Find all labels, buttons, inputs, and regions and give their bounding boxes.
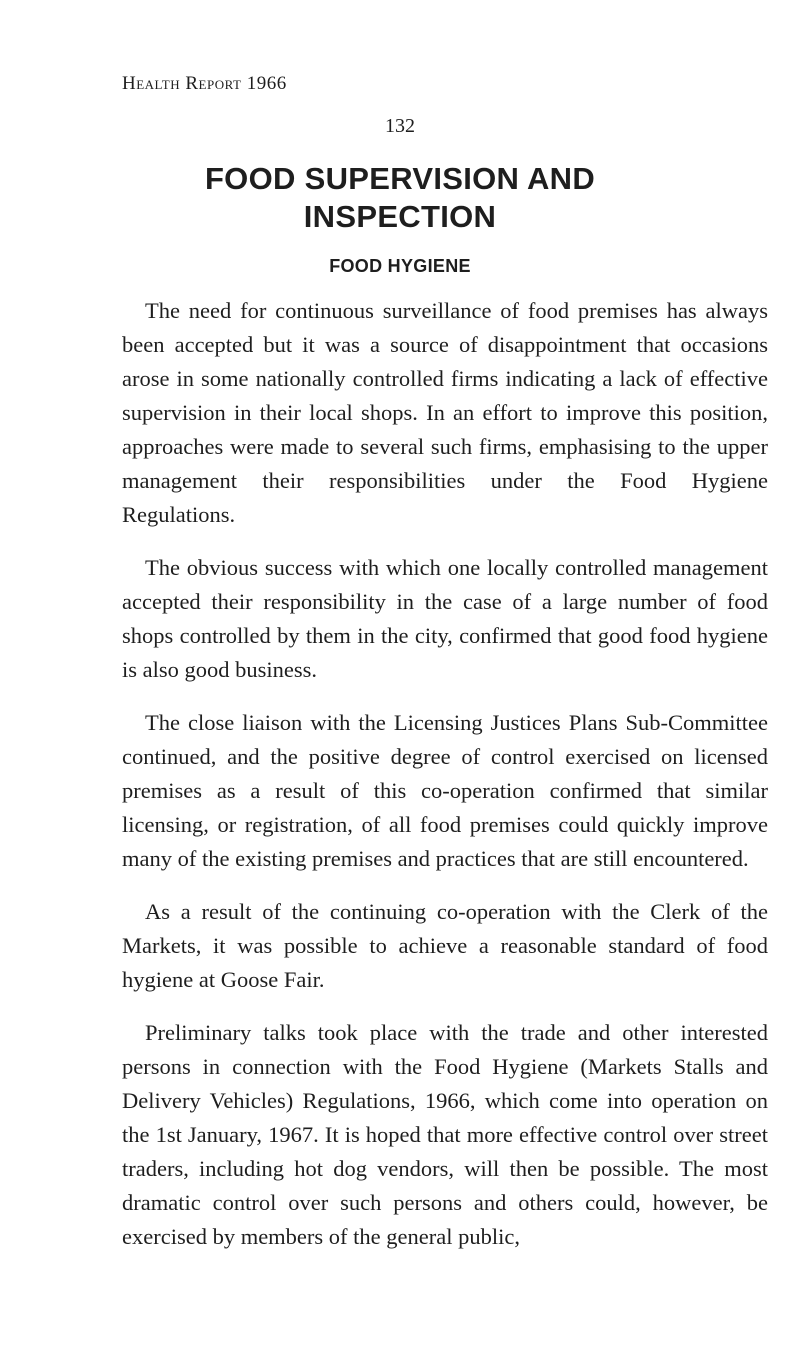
paragraph: As a result of the continuing co-operation with the Clerk of the Markets, it was possible to achieve a reasonable standard of food hygiene at Goose Fair. [122, 899, 768, 992]
paragraph: The close liaison with the Licensing Justices Plans Sub-Committee continued, and the positive degree of control exercised on licensed premises as a result of this co-operation confirmed that similar licensing, or registration, of all food premises could quickly improve many of the existing premises and practices that are still encountered. [122, 710, 768, 871]
paragraph: Preliminary talks took place with the trade and other interested persons in connection with the Food Hygiene (Markets Stalls and Delivery Vehicles) Regulations, 1966, which come into operation on the 1st January, 1967. It is hoped that more effective control over street traders, including hot dog vendors, will then be possible. The most dramatic control over such persons and others could, however, be exercised by members of the general public, [122, 1020, 768, 1249]
body-text [122, 294, 768, 1273]
page-title [0, 160, 800, 236]
paragraph: The obvious success with which one locally controlled management accepted their responsibility in the case of a large number of food shops controlled by them in the city, confirmed that good food hygiene is also good business. [122, 555, 768, 682]
page-number: 132 [385, 115, 415, 137]
section-heading: FOOD HYGIENE [329, 256, 471, 276]
paragraph: The need for continuous surveillance of food premises has always been accepted but it was a source of disappointment that occasions arose in some nationally controlled firms indicating a lack of effective supervision in their local shops. In an effort to improve this position, approaches were made to several such firms, emphasising to the upper management their responsibilities under the Food Hygiene Regulations. [122, 298, 768, 527]
page-title-line-1: FOOD SUPERVISION AND [204, 161, 596, 196]
page-title-line-2: INSPECTION [303, 199, 497, 234]
running-header: Health Report 1966 [122, 73, 287, 94]
